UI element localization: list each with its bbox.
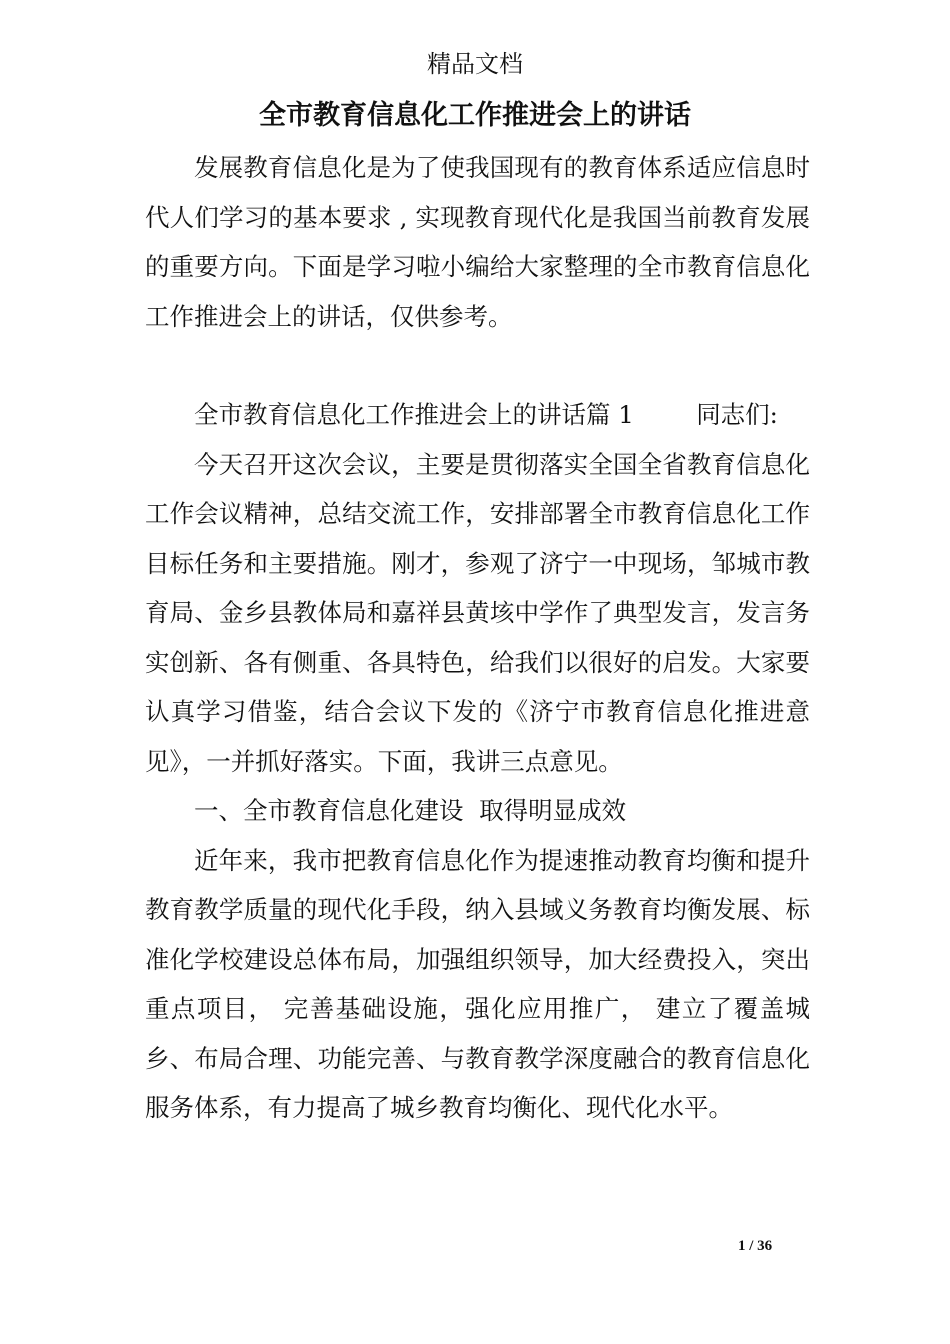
document-body <box>145 143 810 1133</box>
page-header: 精品文档 <box>427 50 523 78</box>
section-heading: 全市教育信息化工作推进会上的讲话篇 1 <box>194 400 634 429</box>
body-paragraph: 今天召开这次会议，主要是贯彻落实全国全省教育信息化工作会议精神，总结交流工作，安排部署全市教育信息化工作目标任务和主要措施。刚才，参观了济宁一中现场，邹城市教育局、金乡县教体局和嘉祥县黄垓中学作了典型发言，发言务实创新、各有侧重、各具特色，给我们以很好的启发。大家要认真学习借鉴，结合会议下发的《济宁市教育信息化推进意见》，一并抓好落实。下面，我讲三点意见。 <box>145 449 810 776</box>
section-heading-line <box>145 390 810 440</box>
page-indicator: 1 / 36 <box>738 1238 773 1254</box>
salutation: 同志们: <box>696 400 778 429</box>
paragraph-gap <box>145 341 810 390</box>
body-paragraph: 近年来，我市把教育信息化作为提速推动教育均衡和提升教育教学质量的现代化手段，纳入县域义务教育均衡发展、标准化学校建设总体布局，加强组织领导，加大经费投入，突出重点项目， 完善基础设施，强化应用推广， 建立了覆盖城乡、布局合理、功能完善、与教育教学深度融合的教育信息化服务体系，有力提高了城乡教育均衡化、现代化水平。 <box>145 845 810 1122</box>
point-heading: 一、全市教育信息化建设 取得明显成效 <box>194 796 627 825</box>
document-title: 全市教育信息化工作推进会上的讲话 <box>259 100 691 131</box>
intro-paragraph: 发展教育信息化是为了使我国现有的教育体系适应信息时代人们学习的基本要求 , 实现教育现代化是我国当前教育发展的重要方向。下面是学习啦小编给大家整理的全市教育信息化工作推进会上的讲话，仅供参考。 <box>145 153 810 331</box>
